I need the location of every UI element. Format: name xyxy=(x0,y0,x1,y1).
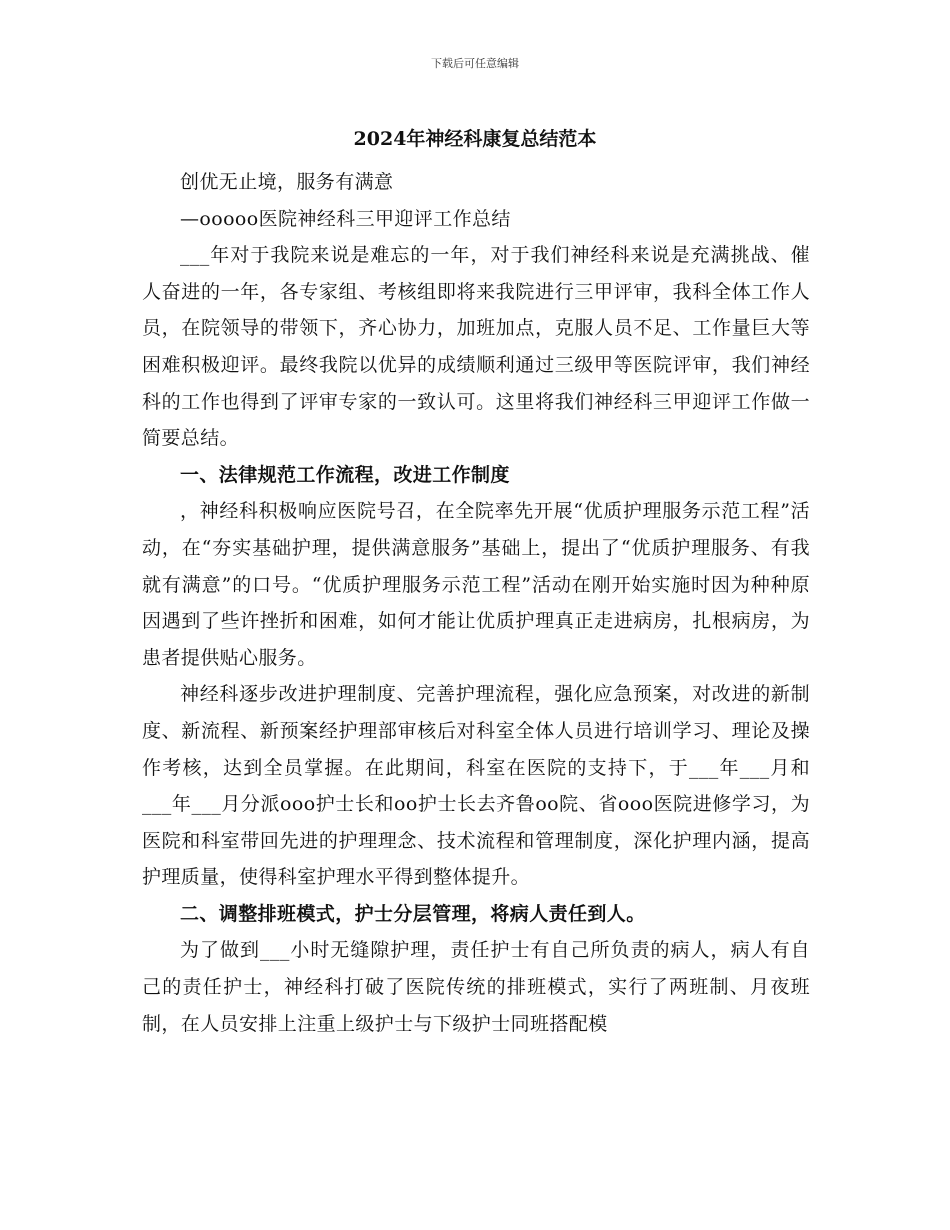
section-heading: 一、法律规范工作流程，改进工作制度 xyxy=(180,463,510,486)
document-body xyxy=(142,164,810,1042)
document-title: 2024年神经科康复总结范本 xyxy=(353,128,597,150)
paragraph: ___年对于我院来说是难忘的一年，对于我们神经科来说是充满挑战、催人奋进的一年，各专家组、考核组即将来我院进行三甲评审，我科全体工作人员，在院领导的带领下，齐心协力，加班加点，克服人员不足、工作量巨大等困难积极迎评。最终我院以优异的成绩顺利通过三级甲等医院评审，我们神经科的工作也得到了评审专家的一致认可。这里将我们神经科三甲迎评工作做一简要总结。 xyxy=(142,244,810,450)
section-heading: 二、调整排班模式，护士分层管理，将病人责任到人。 xyxy=(180,902,646,925)
paragraph: —ooooo医院神经科三甲迎评工作总结 xyxy=(180,207,511,230)
paragraph: ，神经科积极响应医院号召，在全院率先开展“优质护理服务示范工程”活动，在“夯实基础护理，提供满意服务”基础上，提出了“优质护理服务、有我就有满意”的口号。“优质护理服务示范工程”活动在刚开始实施时因为种种原因遇到了些许挫折和困难，如何才能让优质护理真正走进病房，扎根病房，为患者提供贴心服务。 xyxy=(142,500,810,669)
paragraph: 神经科逐步改进护理制度、完善护理流程，强化应急预案，对改进的新制度、新流程、新预案经护理部审核后对科室全体人员进行培训学习、理论及操作考核，达到全员掌握。在此期间，科室在医院的支持下，于___年___月和___年___月分派ooo护士长和oo护士长去齐鲁oo院、省ooo医院进修学习，为医院和科室带回先进的护理理念、技术流程和管理制度，深化护理内涵，提高护理质量，使得科室护理水平得到整体提升。 xyxy=(142,683,810,889)
paragraph: 为了做到___小时无缝隙护理，责任护士有自己所负责的病人，病人有自己的责任护士，神经科打破了医院传统的排班模式，实行了两班制、月夜班制，在人员安排上注重上级护士与下级护士同班搭配模 xyxy=(142,939,810,1035)
paragraph: 创优无止境，服务有满意 xyxy=(180,171,394,193)
header-note: 下载后可任意编辑 xyxy=(431,57,519,70)
